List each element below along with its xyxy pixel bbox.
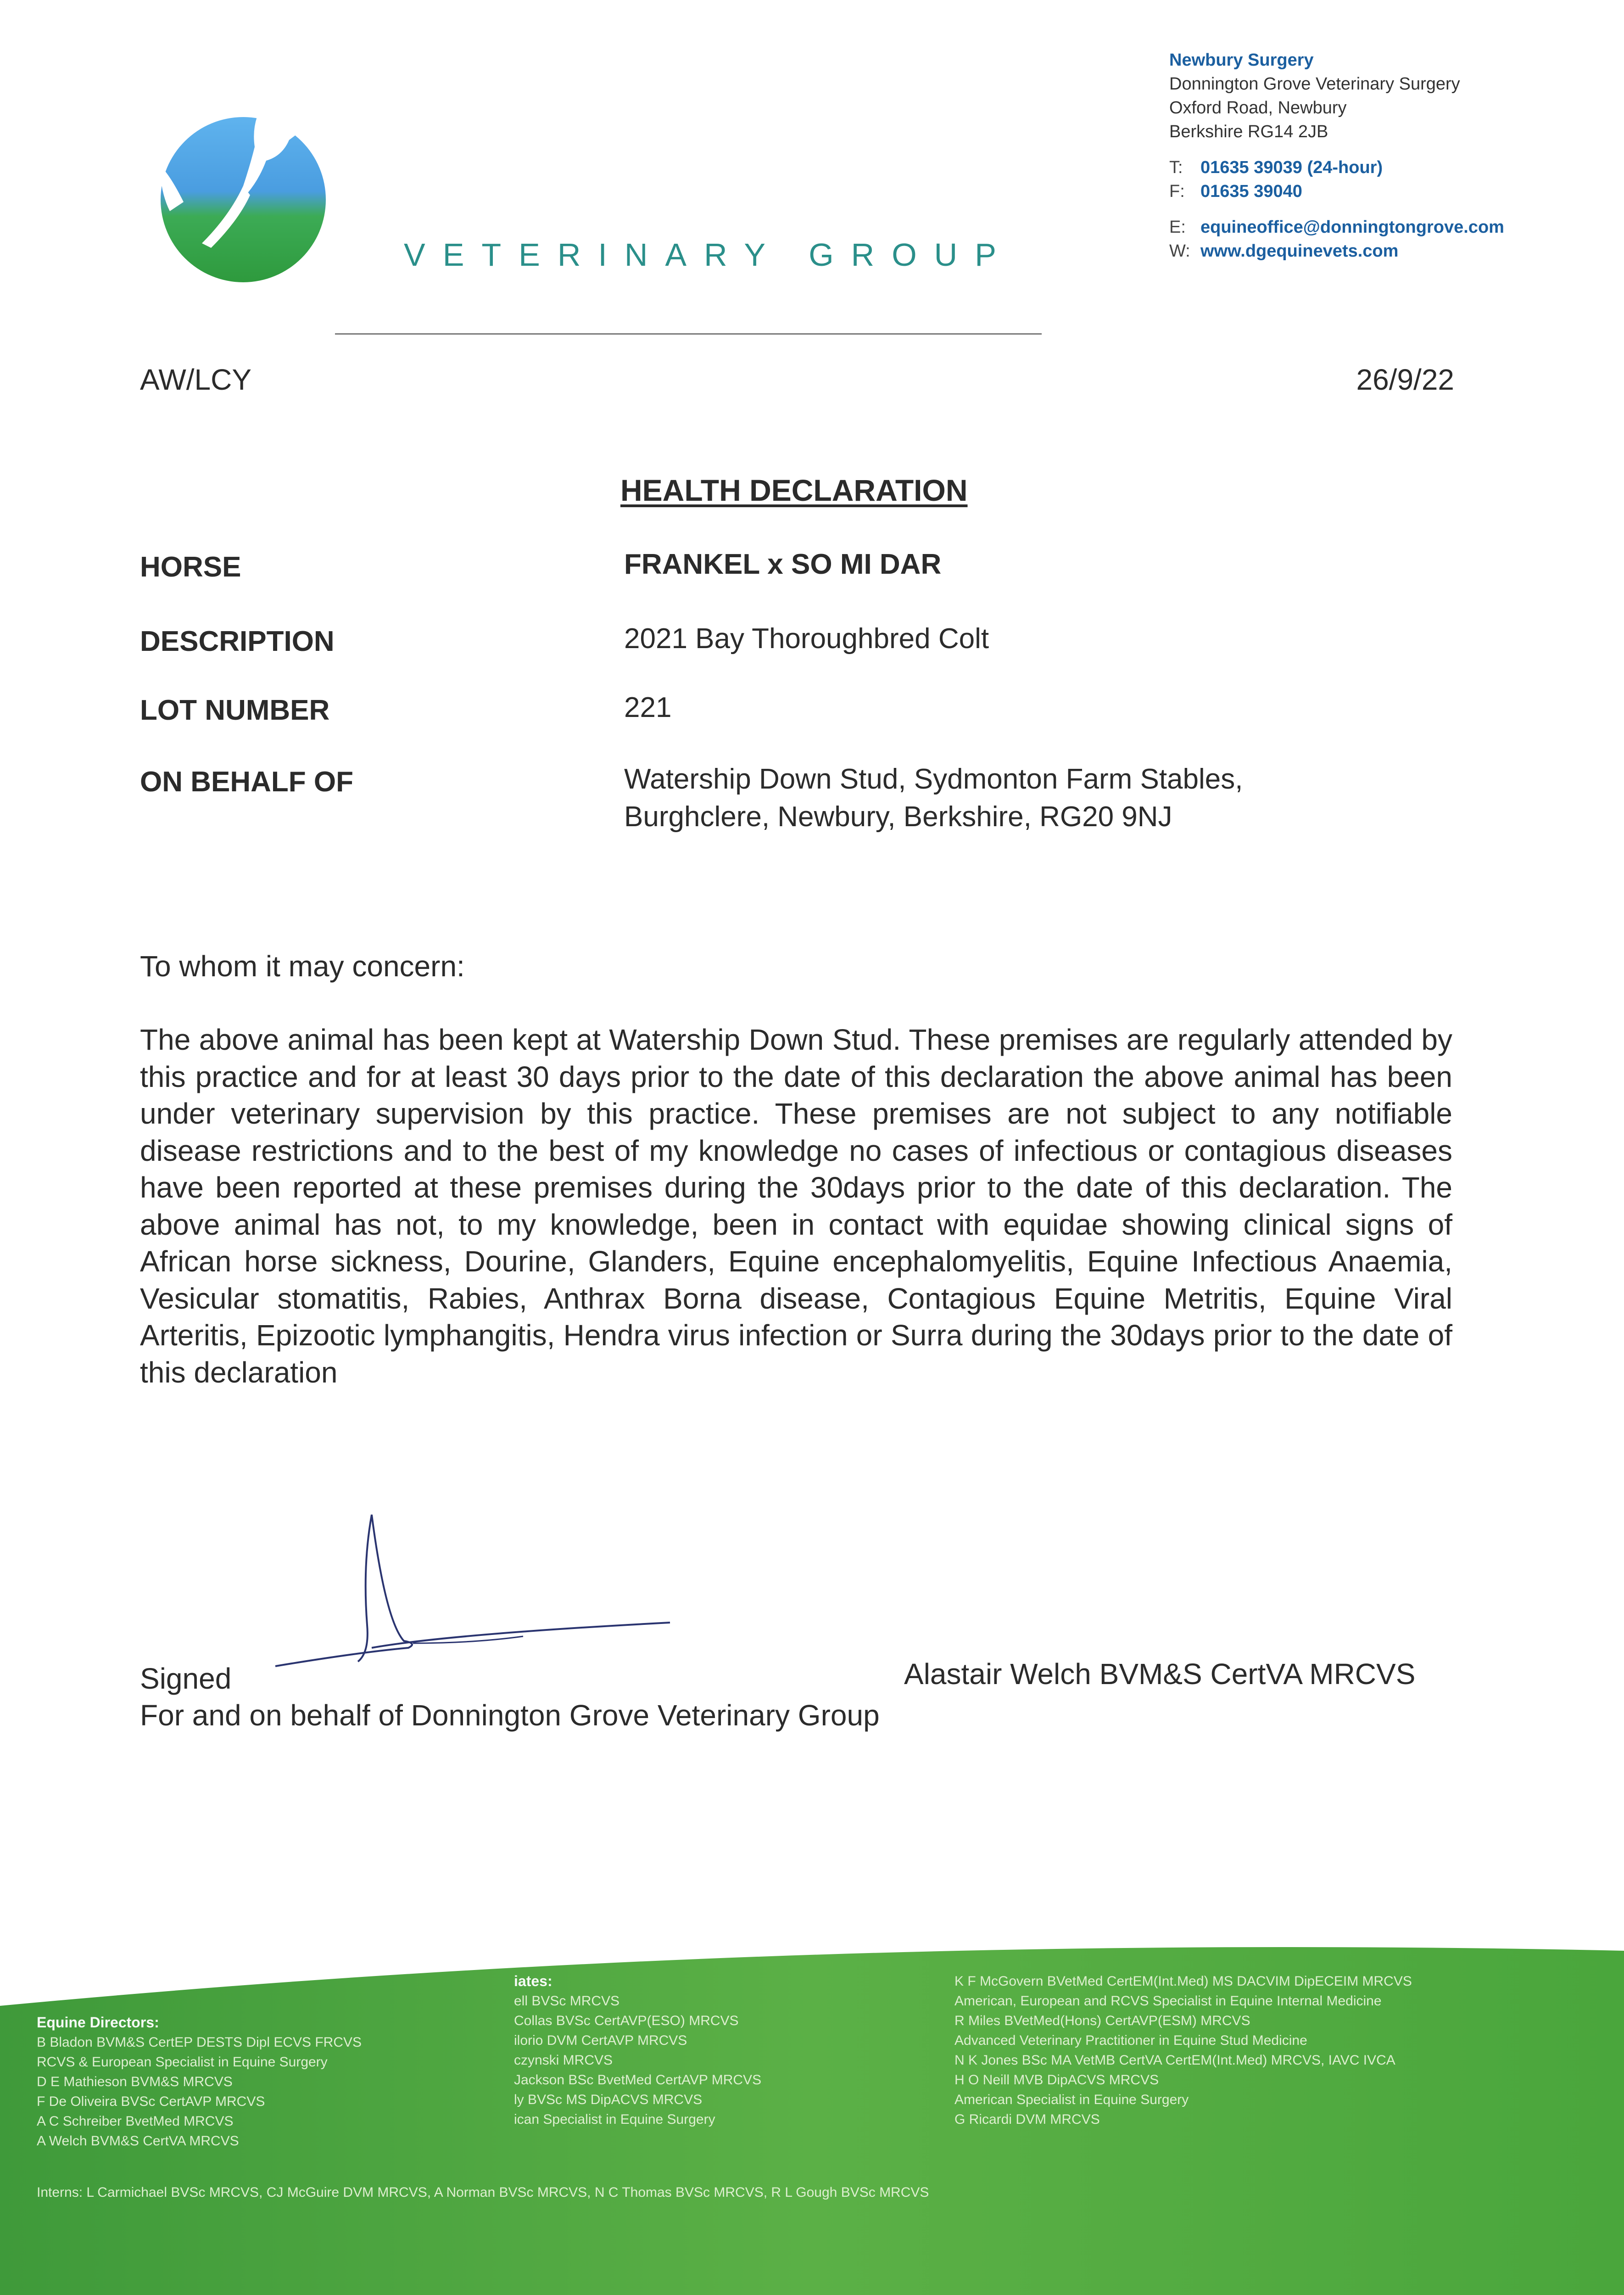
behalf-line: For and on behalf of Donnington Grove Veterinary Group [140, 1699, 880, 1732]
field-value-horse: FRANKEL x SO MI DAR [624, 549, 942, 580]
specialist-entry: N K Jones BSc MA VetMB CertVA CertEM(Int.Med) MRCVS, IAVC IVCA [954, 2053, 1395, 2068]
website-link[interactable]: www.dgequinevets.com [1200, 241, 1399, 261]
director-entry: B Bladon BVM&S CertEP DESTS Dipl ECVS FRCVS [37, 2035, 362, 2050]
phone-label: T: [1169, 158, 1183, 177]
contact-block [1169, 48, 1504, 263]
declaration-body: The above animal has been kept at Watership Down Stud. These premises are regularly attended by this practice and for at least 30 days prior to the date of this declaration the above animal has been under veterinary supervision by this practice. These premises are not subject to any notifiable disease restrictions and to the best of my knowledge no cases of infectious or contagious diseases have been reported at these premises during the 30days prior to the date of this declaration. The above animal has not, to my knowledge, been in contact with equidae showing clinical signs of African horse sickness, Dourine, Glanders, Equine encephalomyelitis, Equine Infectious Anaemia, Vesicular stomatitis, Rabies, Anthrax Borna disease, Contagious Equine Metritis, Equine Viral Arteritis, Epizootic lymphangitis, Hendra virus infection or Surra during the 30days prior to the date of this declaration [140, 1023, 1452, 1389]
company-logo [151, 106, 326, 289]
document-date: 26/9/22 [1356, 363, 1454, 396]
specialist-entry: American Specialist in Equine Surgery [954, 2092, 1189, 2107]
field-label-on-behalf-of: ON BEHALF OF [140, 766, 353, 798]
surgery-name: Newbury Surgery [1169, 50, 1314, 70]
email-link[interactable]: equineoffice@donningtongrove.com [1200, 218, 1504, 237]
associate-entry: ell BVSc MRCVS [514, 1993, 620, 2009]
specialists-column [954, 1971, 1412, 2129]
director-entry: A Welch BVM&S CertVA MRCVS [37, 2133, 239, 2149]
header-divider [335, 333, 1042, 335]
address-line: Donnington Grove Veterinary Surgery [1169, 74, 1460, 94]
director-entry: RCVS & European Specialist in Equine Surgery [37, 2054, 328, 2070]
field-value-on-behalf-of-line: Burghclere, Newbury, Berkshire, RG20 9NJ [624, 801, 1172, 833]
specialist-entry: R Miles BVetMed(Hons) CertAVP(ESM) MRCVS [954, 2013, 1250, 2028]
phone-number: 01635 39039 (24-hour) [1200, 158, 1383, 177]
specialist-entry: G Ricardi DVM MRCVS [954, 2112, 1100, 2127]
field-label-description: DESCRIPTION [140, 626, 335, 657]
signer-name: Alastair Welch BVM&S CertVA MRCVS [904, 1657, 1416, 1690]
field-value-description: 2021 Bay Thoroughbred Colt [624, 623, 989, 655]
associate-entry: ican Specialist in Equine Surgery [514, 2112, 715, 2127]
associate-entry: Collas BVSc CertAVP(ESO) MRCVS [514, 2013, 739, 2028]
fax-number: 01635 39040 [1200, 182, 1302, 201]
address-line: Oxford Road, Newbury [1169, 98, 1347, 118]
associates-column [514, 1971, 761, 2129]
specialist-entry: American, European and RCVS Specialist in Equine Internal Medicine [954, 1993, 1382, 2009]
directors-heading: Equine Directors: [37, 2014, 159, 2031]
directors-column [37, 2013, 362, 2151]
handwritten-signature [266, 1510, 679, 1685]
specialist-entry: H O Neill MVB DipACVS MRCVS [954, 2072, 1159, 2088]
reference-code: AW/LCY [140, 363, 251, 396]
logo-wordmark: VETERINARY GROUP [404, 237, 1014, 273]
associate-entry: ilorio DVM CertAVP MRCVS [514, 2033, 687, 2048]
associate-entry: Jackson BSc BvetMed CertAVP MRCVS [514, 2072, 762, 2088]
web-label: W: [1169, 241, 1190, 261]
specialist-entry: Advanced Veterinary Practitioner in Equine Stud Medicine [954, 2033, 1307, 2048]
field-label-lot-number: LOT NUMBER [140, 694, 330, 726]
email-label: E: [1169, 218, 1186, 237]
field-label-horse: HORSE [140, 551, 241, 583]
director-entry: D E Mathieson BVM&S MRCVS [37, 2074, 233, 2089]
fax-label: F: [1169, 182, 1185, 201]
associates-heading: iates: [514, 1973, 552, 1989]
field-value-lot-number: 221 [624, 692, 672, 723]
associate-entry: ly BVSc MS DipACVS MRCVS [514, 2092, 703, 2107]
field-value-on-behalf-of-line: Watership Down Stud, Sydmonton Farm Stables, [624, 763, 1243, 795]
director-entry: A C Schreiber BvetMed MRCVS [37, 2114, 234, 2129]
document-title: HEALTH DECLARATION [620, 473, 968, 507]
salutation: To whom it may concern: [140, 950, 465, 983]
associate-entry: czynski MRCVS [514, 2053, 613, 2068]
signed-label: Signed [140, 1662, 232, 1695]
address-line: Berkshire RG14 2JB [1169, 122, 1328, 141]
interns-line: Interns: L Carmichael BVSc MRCVS, CJ McGuire DVM MRCVS, A Norman BVSc MRCVS, N C Thomas BVSc MRCVS, R L Gough BVSc MRCVS [37, 2185, 929, 2200]
director-entry: F De Oliveira BVSc CertAVP MRCVS [37, 2094, 265, 2109]
specialist-entry: K F McGovern BVetMed CertEM(Int.Med) MS DACVIM DipECEIM MRCVS [954, 1974, 1412, 1989]
